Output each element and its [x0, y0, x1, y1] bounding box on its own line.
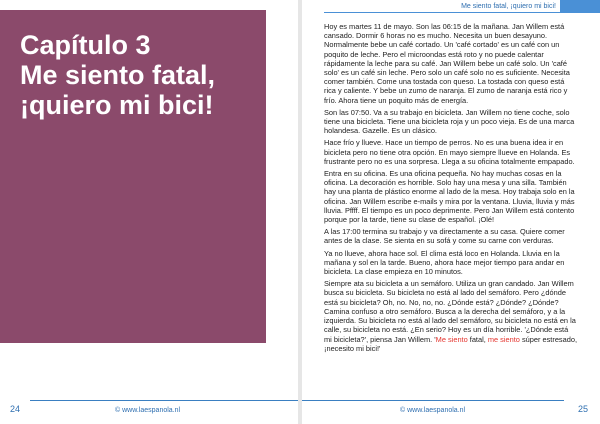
paragraph-lost-bike: [324, 279, 578, 353]
lost-bike-text-3: súper estresado, ¡necesito mi bici!': [324, 334, 578, 353]
paragraph-home: A las 17:00 termina su trabajo y va directamente a su casa. Quiere comer antes de la clase. Se sienta en su sofá y come su carne con verduras.: [324, 227, 565, 246]
footer-rule-right: [302, 400, 564, 401]
footer-rule-left: [30, 400, 298, 401]
page-number-right: 25: [578, 404, 589, 414]
paragraph-bicycle: Son las 07:50. Va a su trabajo en bicicleta. Jan Willem no tiene coche, solo tiene una bicicleta. Tiene una bicicleta roja y un poco vieja. Es de una marca holandesa. Gazelle. Es un clásico.: [324, 107, 575, 136]
left-page: [0, 0, 298, 424]
chapter-title-line-1: Me siento fatal,: [20, 60, 216, 90]
chapter-number: Capítulo 3: [20, 30, 151, 60]
highlight-me-siento-2: me siento: [487, 334, 520, 344]
website-footer-right: © www.laespanola.nl: [400, 407, 466, 414]
page-number-left: 24: [10, 404, 21, 414]
running-header: Me siento fatal, ¡quiero mi bici!: [461, 3, 556, 10]
paragraph-office: Entra en su oficina. Es una oficina pequeña. No hay muchas cosas en la oficina. La decoración es horrible. Solo hay una mesa y una silla. También hay una planta de plástico enorme al lado de la mesa. Hoy trabaja solo en la oficina. Jan Willem escribe e-mails y mira por la ventana. Lluvia, lluvia y más lluvia. Pffff. El tiempo es un poco deprimente. Pero Jan Willem está contento porque por la tarde, tiene su clase de español. ¡Olé!: [324, 169, 575, 225]
right-page: [302, 0, 600, 424]
header-rule: [324, 12, 600, 13]
website-footer-left: © www.laespanola.nl: [115, 407, 181, 414]
story-text: [324, 22, 578, 356]
lost-bike-text-2: fatal,: [467, 334, 488, 344]
paragraph-sun: Ya no llueve, ahora hace sol. El clima está loco en Holanda. Lluvia en la mañana y sol en la tarde. Bueno, ahora hace mejor tiempo para andar en bicicleta. La clase empieza en 10 minutos.: [324, 248, 565, 277]
highlight-me-siento-1: Me siento: [435, 334, 468, 344]
chapter-title-line-2: ¡quiero mi bici!: [20, 90, 214, 120]
chapter-title-block: [0, 10, 266, 343]
paragraph-weather: Hace frío y llueve. Hace un tiempo de perros. No es una buena idea ir en bicicleta pero no tiene otra opción. En mayo siempre llueve en Holanda. Es frustrante pero no es una sorpresa. Llega a su oficina totalmente empapado.: [324, 138, 575, 166]
paragraph-breakfast: Hoy es martes 11 de mayo. Son las 06:15 de la mañana. Jan Willem está cansado. Dormir 6 horas no es mucho. Necesita un buen desayuno. Normalmente bebe un café cortado. Un 'café cortado' es un café con un poquito de leche. Pero el microondas está roto y no puede calentar rápidamente la leche para su café. Jan Willem bebe un café solo. Un 'café solo' es un café sin leche. Pero solo un café solo no es suficiente. Necesita comer también. Come una tostada con queso. La tostada con queso está rica y caliente. Y bebe un zumo de naranja. El zumo de naranja está rico y frío. Ahora tiene un poquito más de energía.: [324, 22, 570, 105]
header-accent-bar: [560, 0, 600, 12]
lost-bike-text-1: Siempre ata su bicicleta a un semáforo. Utiliza un gran candado. Jan Willem busca su bicicleta. Su bicicleta no está al lado del semáforo. Pero ¿dónde está su bicicleta? Oh, no. No, no, no. ¿Dónde está? ¿Dónde? ¿Dónde? Camina confuso a otro semáforo. Busca a la derecha del semáforo, y a la izquierda. Su bicicleta no está al lado del semáforo, su bicicleta no está en la calle, su bicicleta no está. ¿En serio? Hoy es un día horrible. '¿Dónde está mi bicicleta?', piensa Jan Willem. ': [324, 279, 576, 344]
